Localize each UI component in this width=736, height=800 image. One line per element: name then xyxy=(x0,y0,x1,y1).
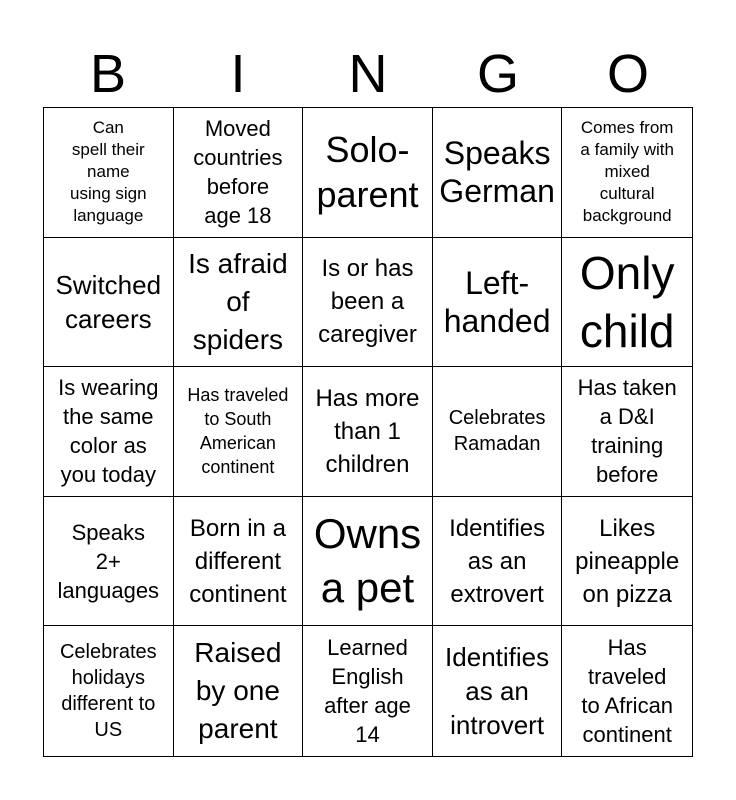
bingo-grid xyxy=(43,107,693,757)
bingo-cell[interactable]: Identifies as an extrovert xyxy=(433,497,563,627)
bingo-cell[interactable]: Can spell their name using sign language xyxy=(44,108,174,238)
bingo-cell[interactable]: Has more than 1 children xyxy=(303,367,433,497)
bingo-cell[interactable]: Left- handed xyxy=(433,238,563,368)
bingo-cell[interactable]: Owns a pet xyxy=(303,497,433,627)
bingo-cell[interactable]: Is afraid of spiders xyxy=(174,238,304,368)
bingo-cell[interactable]: Has traveled to South American continent xyxy=(174,367,304,497)
header-letter-b: B xyxy=(89,44,127,104)
bingo-cell[interactable]: Is or has been a caregiver xyxy=(303,238,433,368)
bingo-cell[interactable]: Speaks German xyxy=(433,108,563,238)
bingo-cell[interactable]: Solo- parent xyxy=(303,108,433,238)
bingo-cell[interactable]: Raised by one parent xyxy=(174,626,304,756)
bingo-cell[interactable]: Born in a different continent xyxy=(174,497,304,627)
header-letter-i: I xyxy=(230,44,246,104)
bingo-cell[interactable]: Celebrates Ramadan xyxy=(433,367,563,497)
bingo-cell[interactable]: Moved countries before age 18 xyxy=(174,108,304,238)
header-letter-o: O xyxy=(606,44,649,104)
header-letter-n: N xyxy=(348,44,388,104)
bingo-cell[interactable]: Comes from a family with mixed cultural background xyxy=(562,108,692,238)
bingo-cell[interactable]: Is wearing the same color as you today xyxy=(44,367,174,497)
bingo-cell[interactable]: Has taken a D&I training before xyxy=(562,367,692,497)
bingo-cell[interactable]: Speaks 2+ languages xyxy=(44,497,174,627)
bingo-cell[interactable]: Has traveled to African continent xyxy=(581,635,674,748)
bingo-cell[interactable]: Celebrates holidays different to US xyxy=(44,626,174,756)
header-letter-g: G xyxy=(476,44,519,104)
bingo-cell[interactable]: Likes pineapple on pizza xyxy=(562,497,692,627)
bingo-cell[interactable]: Learned English after age 14 xyxy=(303,626,433,756)
bingo-header xyxy=(43,44,693,104)
bingo-cell[interactable]: Only child xyxy=(562,238,692,368)
bingo-cell[interactable]: Switched careers xyxy=(44,238,174,368)
bingo-cell[interactable]: Identifies as an introvert xyxy=(433,626,563,756)
